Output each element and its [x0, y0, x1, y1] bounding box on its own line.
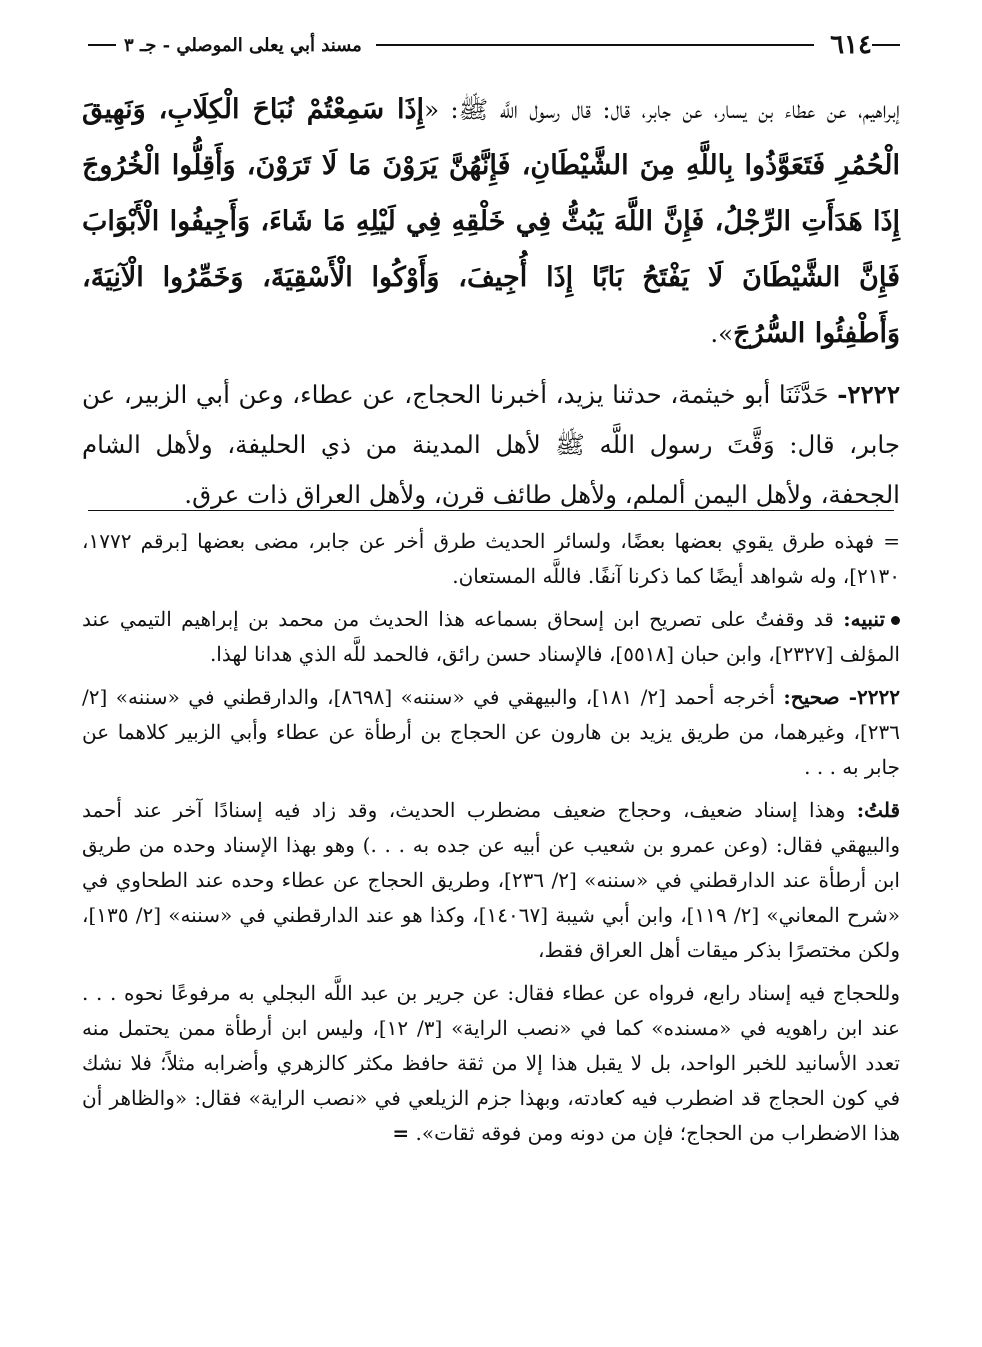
tanbih-text: قد وقفتُ على تصريح ابن إسحاق بسماعه هذا الحديث من محمد بن إبراهيم التيمي عند المؤلف [٢٣٢٧]، وابن حبان [٥٥١٨]، فالإسناد حسن رائق، فالحمد للَّه الذي هدانا لهذا. [82, 607, 900, 666]
book-title: مسند أبي يعلى الموصلي - جـ ٣ [124, 34, 362, 56]
page-number: ٦١٤ [830, 30, 872, 60]
takhrij-text: أخرجه أحمد [٢/ ١٨١]، والبيهقي في «سننه» [٨٦٩٨]، والدارقطني في «سننه» [٢/ ٢٣٦]، وغيرهما، من طريق يزيد بن هارون عن الحجاج بن أرطأة عن عطاء وأبي الزبير كلاهما عن جابر به . . . [82, 685, 900, 779]
qultu-label: قلتُ: [856, 798, 900, 822]
footnote-hajjaj [82, 976, 900, 1151]
running-header [88, 30, 900, 60]
hadith-2222 [82, 370, 900, 520]
header-rule [376, 44, 814, 46]
qultu-text: وهذا إسناد ضعيف، وحجاج ضعيف مضطرب الحديث، وقد زاد فيه إسنادًا آخر عند أحمد والبيهقي فقال: (وعن عمرو بن شعيب عن أبيه عن جده به . . .) وهو بهذا الإسناد وحده من طريق ابن أرطأة عند الدارقطني في «سننه» [٢/ ٢٣٦]، وطريق الحجاج عن عطاء وحده عند الطحاوي في «شرح المعاني» [٢/ ١١٩]، وابن أبي شيبة [١٤٠٦٧]، وكذا هو عند الدارقطني في «سننه» [٢/ ١٣٥]، ولكن مختصرًا بذكر ميقات أهل العراق فقط، [82, 798, 900, 962]
hadith-number: ٢٢٢٢- [837, 380, 900, 409]
footnote-2222 [82, 680, 900, 785]
footnote-separator [88, 510, 894, 511]
isnad-text: إبراهيم، عن عطاء بن يسار، عن جابر، قال: قال رسول اللَّه ﷺ: « [424, 95, 900, 124]
bullet-icon [891, 616, 900, 625]
main-text [82, 82, 900, 520]
hajjaj-text: وللحجاج فيه إسناد رابع، فرواه عن عطاء فقال: عن جرير بن عبد اللَّه البجلي به مرفوعًا نحوه . . . عند ابن راهويه في «مسنده» كما في «نصب الراية» [٣/ ١٢]، وليس ابن أرطأة ممن يحتمل منه تعدد الأسانيد للخبر الواحد، بل لا يقبل هذا إلا من ثقة حافظ مكثر كالزهري وأضرابه مثلاً؛ فلا نشك في كون الحجاج قد اضطرب فيه كعادته، وبهذا جزم الزيلعي في «نصب الراية» فقال: «والظاهر أن هذا الاضطراب من الحجاج؛ فإن من دونه ومن فوقه ثقات». [82, 981, 900, 1145]
header-dash [872, 44, 900, 46]
takhrij-label: ٢٢٢٢- صحيح: [783, 685, 900, 709]
hadith-paragraph [82, 82, 900, 362]
footnote-continuation: = فهذه طرق يقوي بعضها بعضًا، ولسائر الحديث طرق أخر عن جابر، مضى بعضها [برقم ١٧٧٢، ٢١٣٠]، وله شواهد أيضًا كما ذكرنا آنفًا. فاللَّه المستعان. [82, 529, 900, 588]
footnote-qultu [82, 793, 900, 968]
hadith-matn: إِذَا سَمِعْتُمْ نُبَاحَ الْكِلَابِ، وَنَهِيقَ الْحُمُرِ فَتَعَوَّذُوا بِاللَّهِ مِنَ الشَّيْطَانِ، فَإِنَّهُنَّ يَرَوْنَ مَا لَا تَرَوْنَ، وَأَقِلُّوا الْخُرُوجَ إِذَا هَدَأَتِ الرِّجْلُ، فَإِنَّ اللَّهَ يَبُثُّ فِي خَلْقِهِ فِي لَيْلِهِ مَا شَاءَ، وَأَجِيفُوا الْأَبْوَابَ فَإِنَّ الشَّيْطَانَ لَا يَفْتَحُ بَابًا إِذَا أُجِيفَ، وَأَوْكُوا الْأَسْقِيَةَ، وَخَمِّرُوا الْآنِيَةَ، وَأَطْفِئُوا السُّرُجَ [82, 94, 900, 349]
tanbih-label: تنبيه: [843, 607, 886, 631]
footnote-tanbih [82, 602, 900, 672]
closing-quote: ». [710, 319, 734, 348]
header-dash [88, 44, 116, 46]
footnotes [82, 524, 900, 1159]
hadith-2222-text: حَدَّثَنَا أبو خيثمة، حدثنا يزيد، أخبرنا الحجاج، عن عطاء، وعن أبي الزبير، عن جابر، قال: وَقَّتَ رسول اللَّه ﷺ لأهل المدينة من ذي الحليفة، ولأهل الشام الجحفة، ولأهل اليمن ألملم، ولأهل طائف قرن، ولأهل العراق ذات عرق. [82, 380, 900, 509]
continuation-mark: = [392, 1121, 410, 1145]
